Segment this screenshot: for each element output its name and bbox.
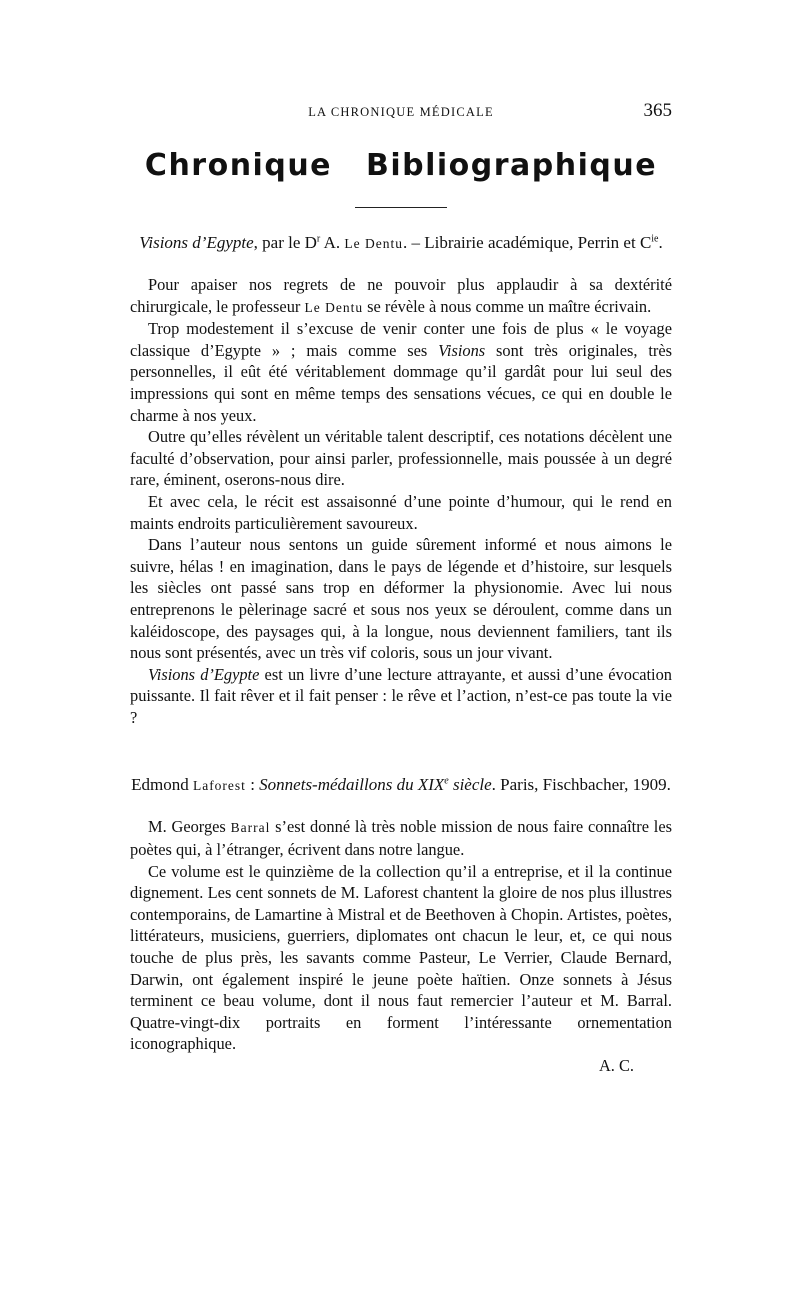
entry-1-p1-text-b: se révèle à nous comme un maître écrivain. <box>363 296 652 316</box>
entry-2-p1-name: Barral <box>230 820 271 836</box>
running-head <box>130 95 672 121</box>
entry-1-author-le: Le <box>344 236 365 251</box>
entry-1-p6-title: Visions d’Egypte <box>148 664 260 684</box>
entry-2-p1-text-a: M. Georges <box>148 817 231 837</box>
entry-1-by: , par le D <box>253 233 317 252</box>
entry-1-p6-text: est un livre d’une lecture attrayante, et aussi d’une évocation puissante. Il fait rêver et il fait penser : le rêve et l’action, n’est-ce pas toute la vie ? <box>130 664 672 727</box>
entry-2-surname: Laforest <box>192 778 246 794</box>
entry-2-paragraph-1 <box>130 816 672 860</box>
entry-1-book-title: Visions d’Egypte <box>139 233 254 252</box>
entry-1-publisher: . – Librairie académique, Perrin et C <box>402 233 652 252</box>
entry-1-p1-text-a: Pour apaiser nos regrets de ne pouvoir plus applaudir à sa dextérité chirurgicale, le professeur <box>130 275 672 316</box>
entry-1-author-initial: A. <box>320 233 345 252</box>
entry-2-title-sup: e <box>444 775 449 787</box>
section-title: Chronique Bibliographique <box>144 148 658 183</box>
title-rule <box>355 207 447 208</box>
entry-2-sep: : <box>245 775 260 795</box>
entry-2-publication: . Paris, Fischbacher, 1909. <box>491 775 671 795</box>
entry-1-paragraph-6 <box>130 664 672 729</box>
entry-1-paragraph-3: Outre qu’elles révèlent un véritable talent descriptif, ces notations décèlent une faculté d’observation, pour ainsi parler, professionnelle, mais poussée à un degré rare, éminent, oserons-nous dire. <box>130 427 672 490</box>
entry-1-paragraph-4: Et avec cela, le récit est assaisonné d’une pointe d’humour, qui le rend en maints endroits particulièrement savoureux. <box>130 491 672 533</box>
entry-1-end: . <box>658 233 663 252</box>
page-number: 365 <box>643 100 672 121</box>
running-title: LA CHRONIQUE MÉDICALE <box>308 105 494 119</box>
entry-2-paragraph-2: Ce volume est le quinzième de la collection qu’il a entreprise, et il la continue dignement. Les cent sonnets de M. Laforest chantent la gloire de nos plus illustres contemporains, de Lamartine à Mistral et de Beethoven à Chopin. Artistes, poètes, littérateurs, musiciens, guerriers, diplomates ont chacun le leur, et, ce qui nous touche de plus près, les savants comme Pasteur, Le Verrier, Claude Bernard, Darwin, ont également inspiré le jeune poète haïtien. Onze sonnets à Jésus terminent ce beau volume, dont il nous faut remercier l’auteur et M. Barral. Quatre-vingt-dix portraits en forment l’intéressante ornementation iconographique. <box>130 861 672 1054</box>
entry-1-p2-title: Visions <box>438 340 486 360</box>
page <box>130 95 672 1077</box>
entry-1-dr-sup: r <box>316 233 321 245</box>
entry-2-book-title: Sonnets-médaillons du XIX <box>259 775 445 795</box>
entry-2-heading <box>130 774 672 796</box>
entry-2-p1-text-b: s’est donné là très noble mission de nous faire connaître les poètes qui, à l’étranger, écrivent dans notre langue. <box>130 817 672 860</box>
entry-1-p1-author: Le Dentu <box>304 299 364 315</box>
signature: A. C. <box>598 1056 634 1075</box>
entry-1-p2-text-a: Trop modestement il s’excuse de venir conter une fois de plus « le voyage classique d’Egypte » ; mais comme ses <box>130 319 672 360</box>
entry-1-heading <box>130 232 672 254</box>
entry-1-paragraph-5: Dans l’auteur nous sentons un guide sûrement informé et nous aimons le suivre, hélas ! en imagination, dans le pays de légende et d’histoire, sur lesquels les siècles ont passé sans trop en déformer la physionomie. Avec lui nous entreprenons le pèlerinage sacré et sous nos yeux se déroulent, comme dans un kaléidoscope, des paysages qui, à la longue, nous deviennent familiers, tant ils nous sont présentés, avec un très vif coloris, sous un jour vivant. <box>130 535 672 663</box>
entry-1-paragraph-2 <box>130 318 672 426</box>
entry-1-paragraph-1 <box>130 274 672 318</box>
entry-1-author-name: Dentu <box>364 236 403 251</box>
entry-1-p2-text-b: sont très originales, très personnelles, il eût été véritablement dommage qu’il gardât pour lui seul des impressions qui sont en même temps des sensations vécues, ce qui en double le charme à nos yeux. <box>130 340 673 425</box>
entry-1-co-sup: ie <box>651 233 659 245</box>
entry-2-first-name: Edmond <box>131 775 193 795</box>
entry-2-title-end: siècle <box>448 775 492 795</box>
